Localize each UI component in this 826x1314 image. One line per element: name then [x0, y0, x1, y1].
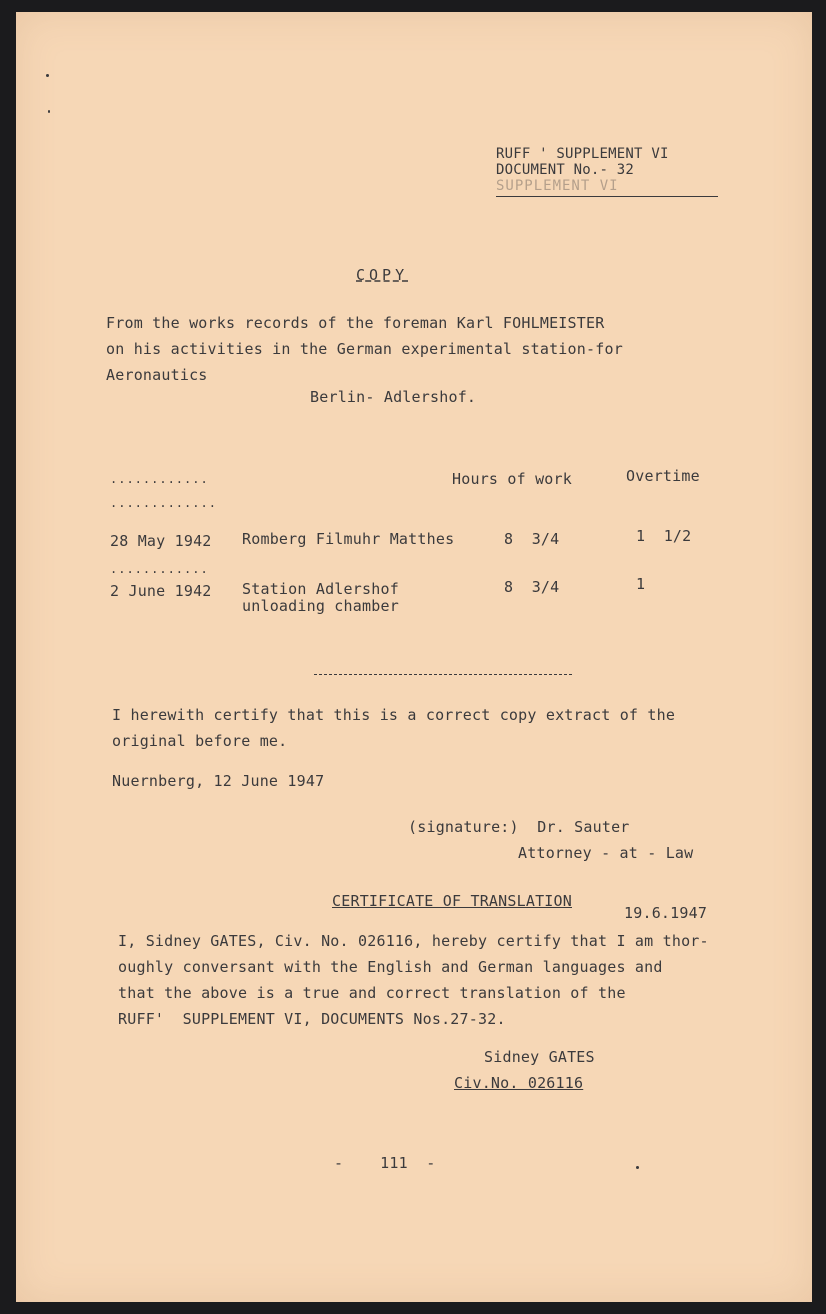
- intro-line-3: Aeronautics: [106, 366, 208, 384]
- row-1-description: Romberg Filmuhr Matthes: [242, 530, 455, 548]
- translation-line-1: I, Sidney GATES, Civ. No. 026116, hereby certify that I am thor-: [118, 932, 709, 950]
- paper-speck: [46, 74, 49, 77]
- translation-line-4: RUFF' SUPPLEMENT VI, DOCUMENTS Nos.27-32.: [118, 1010, 506, 1028]
- dotted-leader: ............: [110, 472, 209, 486]
- row-2-description: Station Adlershof: [242, 580, 399, 598]
- row-2-hours: 8 3/4: [504, 578, 560, 596]
- paper-speck: [636, 1166, 639, 1169]
- document-page: [16, 12, 812, 1302]
- row-1-overtime: 1 1/2: [636, 527, 692, 545]
- translator-civ-number: Civ.No. 026116: [454, 1074, 584, 1092]
- dotted-leader: .............: [110, 496, 217, 510]
- translation-date: 19.6.1947: [624, 904, 708, 922]
- translation-line-2: oughly conversant with the English and German languages and: [118, 958, 663, 976]
- row-2-description-cont: unloading chamber: [242, 597, 399, 615]
- faded-stamp-text: SUPPLEMENT VI: [496, 178, 619, 194]
- place-date: Nuernberg, 12 June 1947: [112, 772, 325, 790]
- page-number: - 111 -: [334, 1154, 436, 1172]
- row-1-date: 28 May 1942: [110, 532, 212, 550]
- certify-line-1: I herewith certify that this is a correct copy extract of the: [112, 706, 676, 724]
- translation-line-3: that the above is a true and correct translation of the: [118, 984, 626, 1002]
- row-2-overtime: 1: [636, 575, 646, 593]
- intro-location: Berlin- Adlershof.: [310, 388, 477, 406]
- translation-heading: CERTIFICATE OF TRANSLATION: [332, 892, 572, 910]
- document-number: DOCUMENT No.- 32: [496, 162, 635, 178]
- section-divider: [314, 674, 572, 675]
- column-header-overtime: Overtime: [626, 467, 700, 485]
- paper-speck: [48, 110, 50, 113]
- page-title: COPY: [356, 266, 409, 284]
- dotted-leader: ............: [110, 562, 209, 576]
- intro-line-1: From the works records of the foreman Karl FOHLMEISTER: [106, 314, 605, 332]
- attorney-title: Attorney - at - Law: [518, 844, 694, 862]
- translator-name: Sidney GATES: [484, 1048, 595, 1066]
- row-2-date: 2 June 1942: [110, 582, 212, 600]
- intro-line-2: on his activities in the German experimental station-for: [106, 340, 623, 358]
- row-1-hours: 8 3/4: [504, 530, 560, 548]
- document-reference: [496, 146, 718, 197]
- column-header-hours: Hours of work: [452, 470, 572, 488]
- supplement-label: RUFF ' SUPPLEMENT VI: [496, 146, 669, 162]
- signature-line: (signature:) Dr. Sauter: [408, 818, 630, 836]
- certify-line-2: original before me.: [112, 732, 288, 750]
- header-underline: [496, 196, 718, 197]
